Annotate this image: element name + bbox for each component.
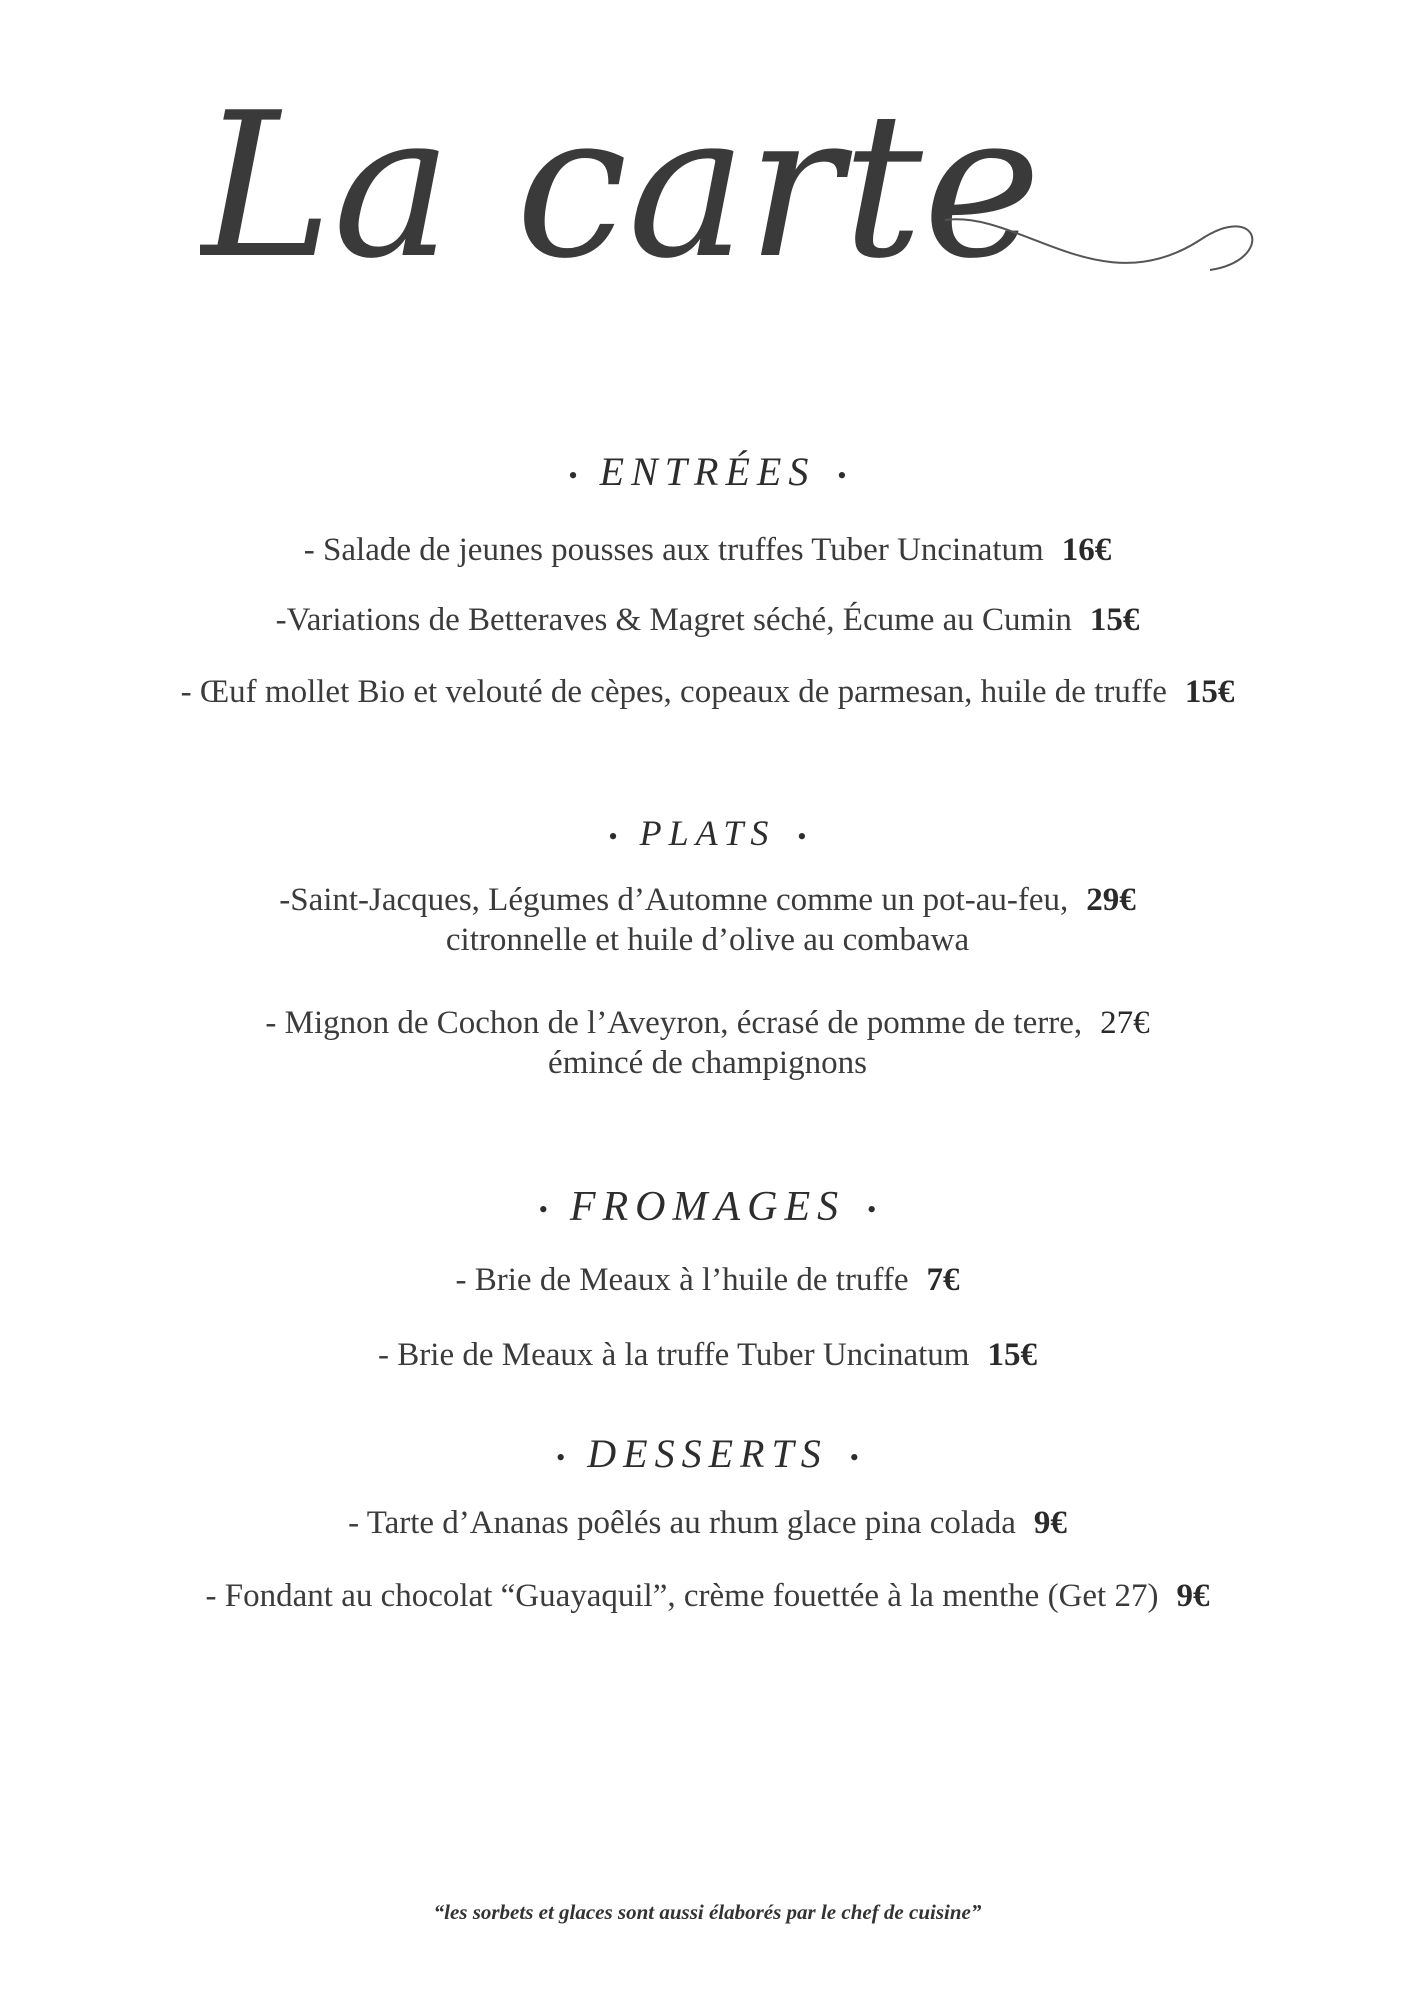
fromage-item: - Brie de Meaux à l’huile de truffe 7€ [455,1262,960,1298]
entree-item: -Variations de Betteraves & Magret séché, Écume au Cumin 15€ [275,602,1140,638]
plats-heading: • PLATS • [608,813,807,853]
entrees-heading: • ENTRÉES • [568,449,847,494]
entree-item: - Œuf mollet Bio et velouté de cèpes, copeaux de parmesan, huile de truffe 15€ [180,674,1235,710]
fromage-item: - Brie de Meaux à la truffe Tuber Uncinatum 15€ [378,1337,1037,1373]
desserts-heading: • DESSERTS • [556,1431,859,1476]
footnote: “les sorbets et glaces sont aussi élaborés par le chef de cuisine” [433,1900,982,1924]
menu-title [200,60,1300,320]
dessert-item: - Fondant au chocolat “Guayaquil”, crème fouettée à la menthe (Get 27) 9€ [205,1578,1210,1614]
plat-item: -Saint-Jacques, Légumes d’Automne comme un pot-au-feu, 29€ citronnelle et huile d’olive au combawa [279,882,1136,958]
plat-item: - Mignon de Cochon de l’Aveyron, écrasé de pomme de terre, 27€ émincé de champignons [265,1005,1150,1081]
entree-item: - Salade de jeunes pousses aux truffes Tuber Uncinatum 16€ [303,532,1112,568]
dessert-item: - Tarte d’Ananas poêlés au rhum glace pina colada 9€ [348,1505,1067,1541]
fromages-heading: • FROMAGES • [538,1184,877,1230]
menu-title-text: La carte [200,70,1042,303]
